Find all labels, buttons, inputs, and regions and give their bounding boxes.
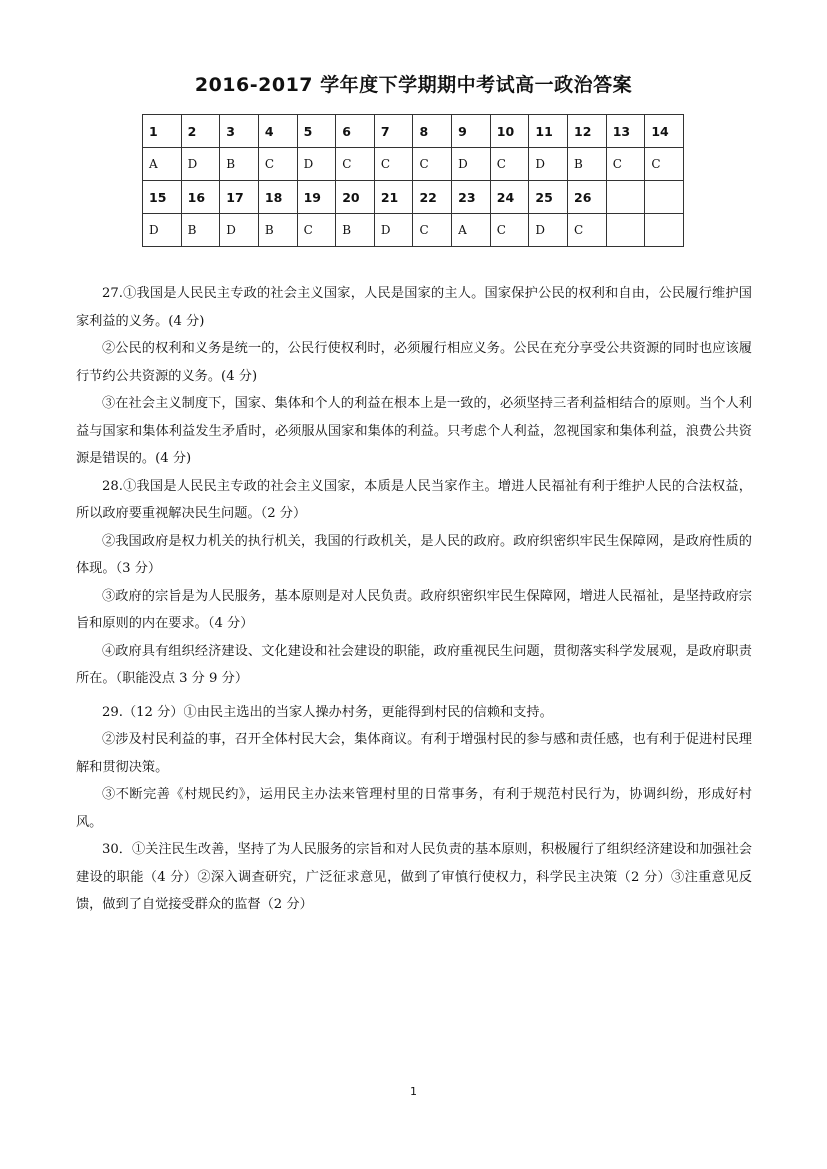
question-number-cell: 25 — [529, 181, 568, 214]
answer-cell: B — [181, 214, 220, 247]
answer-cell: C — [645, 148, 684, 181]
answer-cell: C — [258, 148, 297, 181]
question-number-cell: 8 — [413, 115, 452, 148]
question-number-cell: 18 — [258, 181, 297, 214]
question-number-row — [143, 181, 684, 214]
answer-27-1: 27.①我国是人民民主专政的社会主义国家，人民是国家的主人。国家保护公民的权利和自由，公民履行维护国家利益的义务。(4 分) — [76, 286, 752, 329]
answer-cell: D — [529, 148, 568, 181]
question-number-cell: 5 — [297, 115, 336, 148]
answer-29-1: 29.（12 分）①由民主选出的当家人操办村务，更能得到村民的信赖和支持。 — [102, 704, 553, 720]
question-number-cell: 24 — [490, 181, 529, 214]
question-number-cell: 12 — [568, 115, 607, 148]
answer-27-3: ③在社会主义制度下，国家、集体和个人的利益在根本上是一致的，必须坚持三者利益相结合的原则。当个人利益与国家和集体利益发生矛盾时，必须服从国家和集体的利益。只考虑个人利益，忽视国家和集体利益，浪费公共资源是错误的。(4 分) — [76, 396, 752, 466]
question-number-row — [143, 115, 684, 148]
answer-cell: A — [452, 214, 491, 247]
answer-cell: B — [220, 148, 259, 181]
answer-28-2: ②我国政府是权力机关的执行机关，我国的行政机关，是人民的政府。政府织密织牢民生保障网，是政府性质的体现。（3 分） — [76, 533, 752, 576]
question-number-cell: 4 — [258, 115, 297, 148]
question-number-cell: 10 — [490, 115, 529, 148]
question-number-cell — [606, 181, 645, 214]
answer-cell: C — [490, 214, 529, 247]
answer-cell: C — [336, 148, 375, 181]
question-number-cell: 19 — [297, 181, 336, 214]
question-number-cell: 17 — [220, 181, 259, 214]
answer-27-2: ②公民的权利和义务是统一的，公民行使权利时，必须履行相应义务。公民在充分享受公共资源的同时也应该履行节约公共资源的义务。(4 分) — [76, 341, 752, 384]
question-number-cell: 14 — [645, 115, 684, 148]
answer-cell: C — [606, 148, 645, 181]
question-number-cell: 21 — [374, 181, 413, 214]
answer-28-1: 28.①我国是人民民主专政的社会主义国家，本质是人民当家作主。增进人民福祉有利于维护人民的合法权益，所以政府要重视解决民生问题。（2 分） — [76, 478, 752, 521]
question-number-cell: 22 — [413, 181, 452, 214]
answer-cell: B — [336, 214, 375, 247]
answer-cell — [645, 214, 684, 247]
question-number-cell: 9 — [452, 115, 491, 148]
answer-cell: D — [181, 148, 220, 181]
question-number-cell: 3 — [220, 115, 259, 148]
answer-29-3: ③不断完善《村规民约》，运用民主办法来管理村里的日常事务，有利于规范村民行为，协调纠纷，形成好村风。 — [76, 787, 752, 830]
answer-cell: D — [374, 214, 413, 247]
answer-row — [143, 214, 684, 247]
question-number-cell: 20 — [336, 181, 375, 214]
question-number-cell: 26 — [568, 181, 607, 214]
answer-30: 30．①关注民生改善，坚持了为人民服务的宗旨和对人民负责的基本原则，积极履行了组织经济建设和加强社会建设的职能（4 分）②深入调查研究，广泛征求意见，做到了审慎行使权力，科学民主决策（2 分）③注重意见反馈，做到了自觉接受群众的监督（2 分） — [76, 842, 752, 912]
answer-cell: C — [490, 148, 529, 181]
answer-28-4: ④政府具有组织经济建设、文化建设和社会建设的职能，政府重视民生问题，贯彻落实科学发展观，是政府职责所在。（职能没点 3 分 9 分） — [76, 643, 752, 686]
answer-cell: C — [374, 148, 413, 181]
answer-29-2: ②涉及村民利益的事，召开全体村民大会，集体商议。有利于增强村民的参与感和责任感，也有利于促进村民理解和贯彻决策。 — [76, 732, 752, 775]
answer-cell: C — [413, 148, 452, 181]
question-number-cell — [645, 181, 684, 214]
answer-cell: C — [297, 214, 336, 247]
page-number: 1 — [410, 1085, 417, 1098]
answer-cell: C — [568, 214, 607, 247]
question-number-cell: 11 — [529, 115, 568, 148]
answer-cell: B — [258, 214, 297, 247]
answer-table — [142, 114, 684, 247]
answer-28-3: ③政府的宗旨是为人民服务，基本原则是对人民负责。政府织密织牢民生保障网，增进人民福祉，是坚持政府宗旨和原则的内在要求。（4 分） — [76, 588, 752, 631]
answer-cell: D — [220, 214, 259, 247]
answer-row — [143, 148, 684, 181]
answer-cell: D — [452, 148, 491, 181]
answer-cell: D — [529, 214, 568, 247]
answer-content — [76, 280, 752, 919]
answer-cell: D — [143, 214, 182, 247]
question-number-cell: 23 — [452, 181, 491, 214]
question-number-cell: 1 — [143, 115, 182, 148]
answer-cell: A — [143, 148, 182, 181]
question-number-cell: 16 — [181, 181, 220, 214]
answer-cell: D — [297, 148, 336, 181]
answer-cell: C — [413, 214, 452, 247]
question-number-cell: 15 — [143, 181, 182, 214]
question-number-cell: 13 — [606, 115, 645, 148]
answer-cell: B — [568, 148, 607, 181]
page-title: 2016-2017 学年度下学期期中考试高一政治答案 — [194, 74, 633, 96]
answer-cell — [606, 214, 645, 247]
question-number-cell: 2 — [181, 115, 220, 148]
question-number-cell: 7 — [374, 115, 413, 148]
question-number-cell: 6 — [336, 115, 375, 148]
